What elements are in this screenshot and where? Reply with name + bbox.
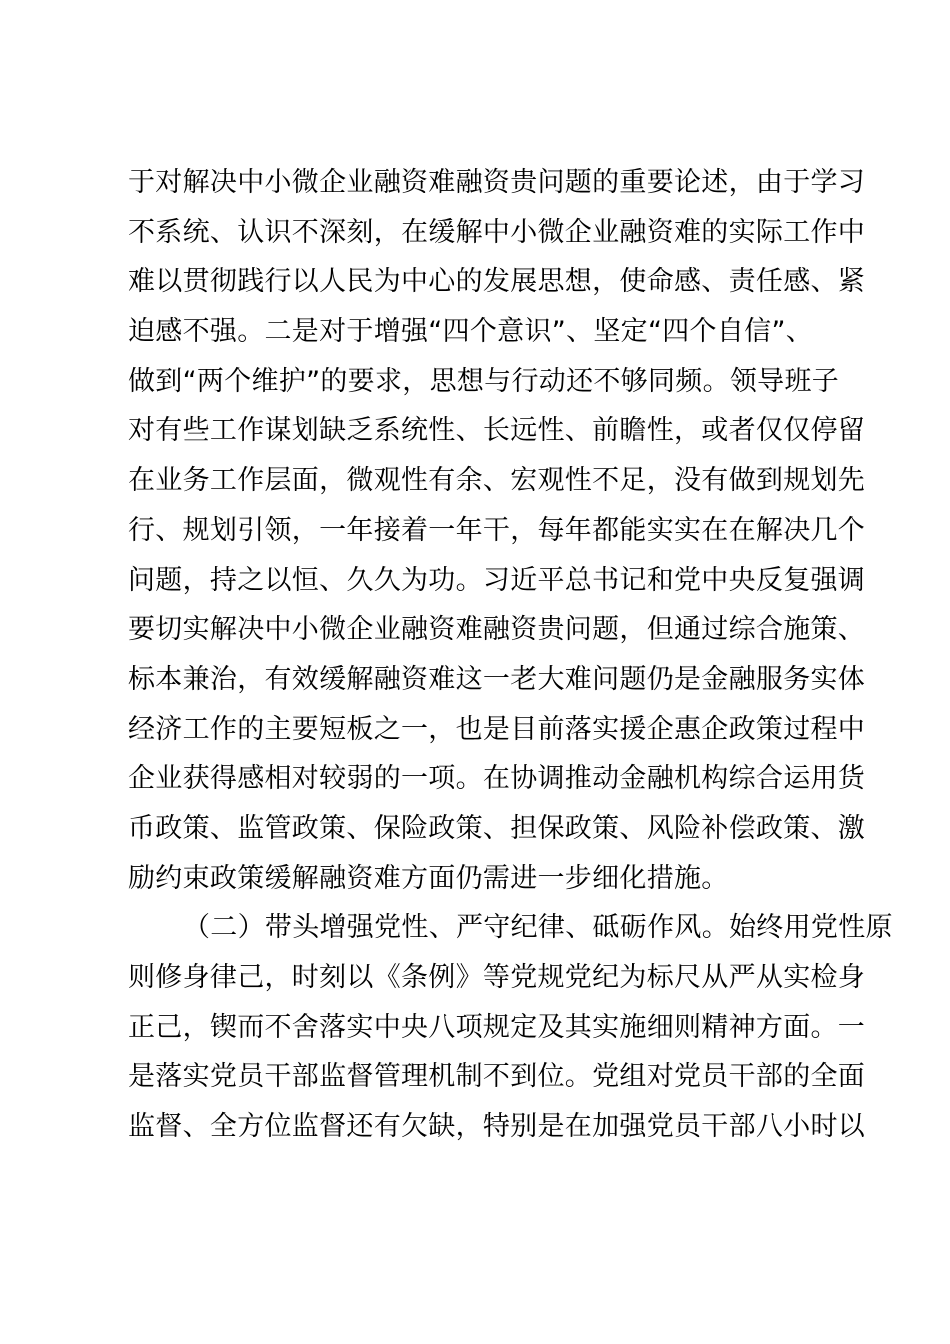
text-line-6: 对有些工作谋划缺乏系统性、长远性、前瞻性，或者仅仅停留: [128, 415, 866, 447]
text-line-4: 迫感不强。二是对于增强“四个意识”、坚定“四个自信”、: [128, 316, 814, 348]
text-line-11: 标本兼治，有效缓解融资难这一老大难问题仍是金融服务实体: [128, 663, 866, 695]
text-line-3: 难以贯彻践行以人民为中心的发展思想，使命感、责任感、紧: [128, 266, 866, 298]
text-line-7: 在业务工作层面，微观性有余、宏观性不足，没有做到规划先: [128, 465, 866, 497]
text-line-1: 于对解决中小微企业融资难融资贵问题的重要论述，由于学习: [128, 167, 866, 198]
text-line-20: 监督、全方位监督还有欠缺，特别是在加强党员干部八小时以: [128, 1111, 866, 1143]
text-line-19: 是落实党员干部监督管理机制不到位。党组对党员干部的全面: [128, 1061, 866, 1093]
document-body: [128, 158, 893, 1152]
text-line-8: 行、规划引领，一年接着一年干，每年都能实实在在解决几个: [128, 514, 866, 546]
text-line-2: 不系统、认识不深刻，在缓解中小微企业融资难的实际工作中: [128, 216, 866, 248]
section-heading-line: （二）带头增强党性、严守纪律、砥砺作风。始终用党性原: [183, 912, 893, 944]
text-line-5: 做到“两个维护”的要求，思想与行动还不够同频。领导班子: [128, 365, 840, 397]
text-line-13: 企业获得感相对较弱的一项。在协调推动金融机构综合运用货: [128, 763, 866, 795]
text-line-17: 则修身律己，时刻以《条例》等党规党纪为标尺从严从实检身: [128, 962, 866, 993]
text-line-14: 币政策、监管政策、保险政策、担保政策、风险补偿政策、激: [128, 812, 866, 844]
text-line-18: 正己，锲而不舍落实中央八项规定及其实施细则精神方面。一: [128, 1011, 866, 1043]
text-line-12: 经济工作的主要短板之一，也是目前落实援企惠企政策过程中: [128, 713, 866, 745]
text-line-15: 励约束政策缓解融资难方面仍需进一步细化措施。: [128, 862, 729, 894]
text-line-10: 要切实解决中小微企业融资难融资贵问题，但通过综合施策、: [128, 614, 866, 646]
text-line-9: 问题，持之以恒、久久为功。习近平总书记和党中央反复强调: [128, 564, 866, 596]
